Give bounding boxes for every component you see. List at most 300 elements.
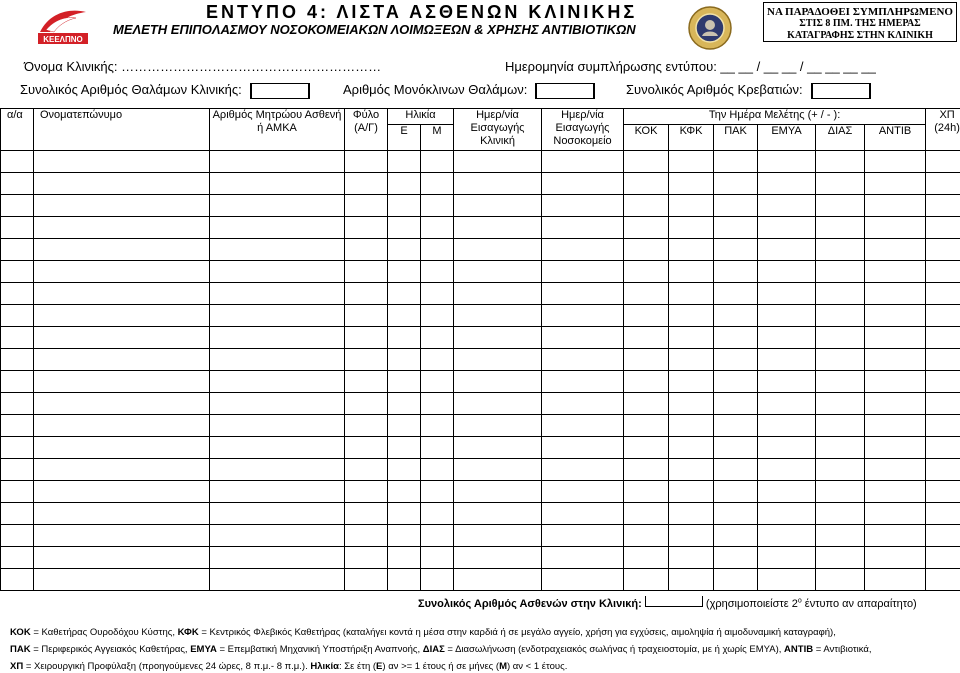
- table-cell[interactable]: [816, 239, 865, 261]
- table-cell[interactable]: [454, 217, 542, 239]
- table-cell[interactable]: [758, 195, 816, 217]
- table-cell[interactable]: [926, 525, 960, 547]
- table-cell[interactable]: [388, 239, 421, 261]
- table-cell[interactable]: [345, 415, 388, 437]
- table-cell[interactable]: [816, 437, 865, 459]
- table-cell[interactable]: [542, 415, 624, 437]
- table-cell[interactable]: [210, 327, 345, 349]
- table-cell[interactable]: [345, 569, 388, 591]
- table-cell[interactable]: [624, 437, 669, 459]
- table-cell[interactable]: [421, 525, 454, 547]
- table-cell[interactable]: [865, 503, 926, 525]
- table-cell[interactable]: [210, 261, 345, 283]
- table-cell[interactable]: [542, 173, 624, 195]
- table-cell[interactable]: [210, 217, 345, 239]
- table-cell[interactable]: [624, 525, 669, 547]
- table-cell[interactable]: [714, 393, 758, 415]
- table-cell[interactable]: [345, 261, 388, 283]
- table-cell[interactable]: [454, 459, 542, 481]
- table-cell[interactable]: [210, 569, 345, 591]
- table-cell[interactable]: [865, 239, 926, 261]
- table-cell[interactable]: [1, 261, 34, 283]
- table-cell[interactable]: [926, 437, 960, 459]
- table-cell[interactable]: [865, 393, 926, 415]
- table-cell[interactable]: [865, 481, 926, 503]
- table-cell[interactable]: [758, 459, 816, 481]
- table-cell[interactable]: [34, 261, 210, 283]
- table-cell[interactable]: [624, 481, 669, 503]
- table-cell[interactable]: [669, 547, 714, 569]
- table-cell[interactable]: [624, 327, 669, 349]
- table-cell[interactable]: [926, 547, 960, 569]
- table-cell[interactable]: [454, 415, 542, 437]
- table-cell[interactable]: [926, 569, 960, 591]
- table-cell[interactable]: [454, 525, 542, 547]
- table-cell[interactable]: [1, 283, 34, 305]
- table-cell[interactable]: [421, 569, 454, 591]
- completion-date-field[interactable]: Ημερομηνία συμπλήρωσης εντύπου: __ __ / __ __ / __ __ __ __: [505, 59, 876, 74]
- table-cell[interactable]: [345, 349, 388, 371]
- table-cell[interactable]: [624, 173, 669, 195]
- table-cell[interactable]: [345, 393, 388, 415]
- table-cell[interactable]: [34, 283, 210, 305]
- table-cell[interactable]: [669, 481, 714, 503]
- table-cell[interactable]: [865, 349, 926, 371]
- table-cell[interactable]: [542, 327, 624, 349]
- table-cell[interactable]: [758, 547, 816, 569]
- table-cell[interactable]: [669, 393, 714, 415]
- table-cell[interactable]: [714, 217, 758, 239]
- table-cell[interactable]: [669, 459, 714, 481]
- table-cell[interactable]: [669, 217, 714, 239]
- table-cell[interactable]: [421, 349, 454, 371]
- table-cell[interactable]: [34, 503, 210, 525]
- table-cell[interactable]: [714, 305, 758, 327]
- table-cell[interactable]: [865, 305, 926, 327]
- table-cell[interactable]: [816, 349, 865, 371]
- table-cell[interactable]: [388, 415, 421, 437]
- table-cell[interactable]: [758, 173, 816, 195]
- table-cell[interactable]: [758, 481, 816, 503]
- table-cell[interactable]: [926, 283, 960, 305]
- table-cell[interactable]: [926, 393, 960, 415]
- table-cell[interactable]: [210, 349, 345, 371]
- table-cell[interactable]: [388, 503, 421, 525]
- table-cell[interactable]: [865, 151, 926, 173]
- table-cell[interactable]: [345, 525, 388, 547]
- table-cell[interactable]: [34, 525, 210, 547]
- table-cell[interactable]: [816, 283, 865, 305]
- table-cell[interactable]: [388, 481, 421, 503]
- table-cell[interactable]: [34, 393, 210, 415]
- table-cell[interactable]: [926, 217, 960, 239]
- table-cell[interactable]: [454, 437, 542, 459]
- table-cell[interactable]: [758, 217, 816, 239]
- table-cell[interactable]: [669, 415, 714, 437]
- table-cell[interactable]: [714, 525, 758, 547]
- table-cell[interactable]: [1, 525, 34, 547]
- table-cell[interactable]: [624, 415, 669, 437]
- table-cell[interactable]: [345, 481, 388, 503]
- table-cell[interactable]: [624, 393, 669, 415]
- table-cell[interactable]: [388, 393, 421, 415]
- table-cell[interactable]: [714, 503, 758, 525]
- table-cell[interactable]: [542, 459, 624, 481]
- table-cell[interactable]: [624, 305, 669, 327]
- table-cell[interactable]: [345, 283, 388, 305]
- table-cell[interactable]: [816, 195, 865, 217]
- table-cell[interactable]: [454, 305, 542, 327]
- table-cell[interactable]: [758, 261, 816, 283]
- table-cell[interactable]: [669, 151, 714, 173]
- table-cell[interactable]: [865, 195, 926, 217]
- table-cell[interactable]: [542, 261, 624, 283]
- table-cell[interactable]: [758, 151, 816, 173]
- table-cell[interactable]: [1, 327, 34, 349]
- table-cell[interactable]: [34, 217, 210, 239]
- table-cell[interactable]: [542, 525, 624, 547]
- table-cell[interactable]: [714, 173, 758, 195]
- table-cell[interactable]: [624, 151, 669, 173]
- table-cell[interactable]: [388, 327, 421, 349]
- table-cell[interactable]: [865, 261, 926, 283]
- table-cell[interactable]: [421, 393, 454, 415]
- table-cell[interactable]: [624, 349, 669, 371]
- table-cell[interactable]: [210, 547, 345, 569]
- table-cell[interactable]: [210, 525, 345, 547]
- table-cell[interactable]: [1, 239, 34, 261]
- single-rooms-box[interactable]: [535, 83, 595, 99]
- table-cell[interactable]: [454, 151, 542, 173]
- table-cell[interactable]: [388, 261, 421, 283]
- table-cell[interactable]: [758, 305, 816, 327]
- table-cell[interactable]: [421, 327, 454, 349]
- table-cell[interactable]: [714, 195, 758, 217]
- table-cell[interactable]: [542, 305, 624, 327]
- table-cell[interactable]: [816, 525, 865, 547]
- table-cell[interactable]: [714, 569, 758, 591]
- table-cell[interactable]: [669, 371, 714, 393]
- table-cell[interactable]: [34, 415, 210, 437]
- table-cell[interactable]: [210, 503, 345, 525]
- table-cell[interactable]: [1, 393, 34, 415]
- table-cell[interactable]: [421, 547, 454, 569]
- table-cell[interactable]: [714, 261, 758, 283]
- table-cell[interactable]: [926, 459, 960, 481]
- table-cell[interactable]: [1, 437, 34, 459]
- table-cell[interactable]: [210, 371, 345, 393]
- table-cell[interactable]: [1, 547, 34, 569]
- table-cell[interactable]: [421, 415, 454, 437]
- table-cell[interactable]: [816, 305, 865, 327]
- table-cell[interactable]: [345, 195, 388, 217]
- table-cell[interactable]: [34, 437, 210, 459]
- table-cell[interactable]: [669, 195, 714, 217]
- table-cell[interactable]: [865, 371, 926, 393]
- table-cell[interactable]: [714, 459, 758, 481]
- table-cell[interactable]: [34, 239, 210, 261]
- table-cell[interactable]: [714, 547, 758, 569]
- table-cell[interactable]: [714, 371, 758, 393]
- total-beds-box[interactable]: [811, 83, 871, 99]
- table-cell[interactable]: [542, 239, 624, 261]
- table-cell[interactable]: [816, 151, 865, 173]
- table-cell[interactable]: [926, 151, 960, 173]
- table-cell[interactable]: [624, 261, 669, 283]
- table-cell[interactable]: [1, 481, 34, 503]
- table-cell[interactable]: [624, 239, 669, 261]
- table-cell[interactable]: [1, 217, 34, 239]
- table-cell[interactable]: [454, 547, 542, 569]
- table-cell[interactable]: [1, 503, 34, 525]
- table-cell[interactable]: [210, 459, 345, 481]
- table-cell[interactable]: [926, 327, 960, 349]
- table-cell[interactable]: [758, 371, 816, 393]
- table-cell[interactable]: [1, 569, 34, 591]
- table-cell[interactable]: [714, 327, 758, 349]
- table-cell[interactable]: [388, 305, 421, 327]
- table-cell[interactable]: [1, 415, 34, 437]
- table-cell[interactable]: [421, 459, 454, 481]
- table-cell[interactable]: [421, 173, 454, 195]
- table-cell[interactable]: [1, 371, 34, 393]
- table-cell[interactable]: [542, 569, 624, 591]
- table-cell[interactable]: [669, 525, 714, 547]
- table-cell[interactable]: [388, 349, 421, 371]
- table-cell[interactable]: [454, 239, 542, 261]
- table-cell[interactable]: [454, 569, 542, 591]
- table-cell[interactable]: [421, 437, 454, 459]
- table-cell[interactable]: [816, 327, 865, 349]
- table-cell[interactable]: [345, 371, 388, 393]
- table-cell[interactable]: [624, 503, 669, 525]
- table-cell[interactable]: [865, 283, 926, 305]
- table-cell[interactable]: [454, 327, 542, 349]
- table-cell[interactable]: [816, 217, 865, 239]
- table-cell[interactable]: [816, 415, 865, 437]
- table-cell[interactable]: [624, 569, 669, 591]
- table-cell[interactable]: [345, 239, 388, 261]
- table-cell[interactable]: [454, 393, 542, 415]
- table-cell[interactable]: [758, 503, 816, 525]
- table-cell[interactable]: [542, 503, 624, 525]
- table-cell[interactable]: [758, 239, 816, 261]
- table-cell[interactable]: [388, 173, 421, 195]
- table-cell[interactable]: [34, 195, 210, 217]
- table-cell[interactable]: [816, 371, 865, 393]
- table-cell[interactable]: [816, 261, 865, 283]
- table-cell[interactable]: [758, 525, 816, 547]
- table-cell[interactable]: [421, 283, 454, 305]
- table-cell[interactable]: [865, 327, 926, 349]
- table-cell[interactable]: [669, 569, 714, 591]
- total-rooms-box[interactable]: [250, 83, 310, 99]
- table-cell[interactable]: [1, 349, 34, 371]
- table-cell[interactable]: [758, 283, 816, 305]
- table-cell[interactable]: [758, 437, 816, 459]
- table-cell[interactable]: [210, 393, 345, 415]
- table-cell[interactable]: [865, 173, 926, 195]
- table-cell[interactable]: [926, 503, 960, 525]
- table-cell[interactable]: [758, 569, 816, 591]
- table-cell[interactable]: [388, 217, 421, 239]
- table-cell[interactable]: [926, 481, 960, 503]
- table-cell[interactable]: [865, 437, 926, 459]
- table-cell[interactable]: [345, 151, 388, 173]
- table-cell[interactable]: [816, 503, 865, 525]
- table-cell[interactable]: [669, 283, 714, 305]
- table-cell[interactable]: [34, 151, 210, 173]
- table-cell[interactable]: [542, 151, 624, 173]
- table-cell[interactable]: [714, 239, 758, 261]
- table-cell[interactable]: [926, 173, 960, 195]
- table-cell[interactable]: [714, 349, 758, 371]
- table-cell[interactable]: [34, 327, 210, 349]
- table-cell[interactable]: [926, 305, 960, 327]
- table-cell[interactable]: [34, 481, 210, 503]
- table-cell[interactable]: [865, 459, 926, 481]
- table-cell[interactable]: [669, 437, 714, 459]
- table-cell[interactable]: [210, 415, 345, 437]
- table-cell[interactable]: [758, 393, 816, 415]
- table-cell[interactable]: [345, 173, 388, 195]
- table-cell[interactable]: [816, 547, 865, 569]
- table-cell[interactable]: [34, 305, 210, 327]
- table-cell[interactable]: [421, 261, 454, 283]
- table-cell[interactable]: [926, 239, 960, 261]
- table-cell[interactable]: [1, 173, 34, 195]
- table-cell[interactable]: [542, 195, 624, 217]
- table-cell[interactable]: [388, 459, 421, 481]
- table-cell[interactable]: [669, 305, 714, 327]
- table-cell[interactable]: [421, 151, 454, 173]
- table-cell[interactable]: [714, 415, 758, 437]
- table-cell[interactable]: [34, 371, 210, 393]
- table-cell[interactable]: [865, 415, 926, 437]
- table-cell[interactable]: [542, 437, 624, 459]
- table-cell[interactable]: [388, 437, 421, 459]
- table-cell[interactable]: [1, 305, 34, 327]
- table-cell[interactable]: [669, 173, 714, 195]
- table-cell[interactable]: [542, 547, 624, 569]
- table-cell[interactable]: [542, 283, 624, 305]
- table-cell[interactable]: [1, 195, 34, 217]
- table-cell[interactable]: [865, 217, 926, 239]
- table-cell[interactable]: [816, 393, 865, 415]
- table-cell[interactable]: [542, 371, 624, 393]
- table-cell[interactable]: [345, 437, 388, 459]
- table-cell[interactable]: [758, 415, 816, 437]
- table-cell[interactable]: [388, 569, 421, 591]
- table-cell[interactable]: [714, 437, 758, 459]
- table-cell[interactable]: [421, 195, 454, 217]
- table-cell[interactable]: [714, 151, 758, 173]
- table-cell[interactable]: [926, 195, 960, 217]
- table-cell[interactable]: [454, 195, 542, 217]
- clinic-name-field[interactable]: Όνομα Κλινικής: ……………………………………………………: [24, 59, 382, 74]
- table-cell[interactable]: [210, 437, 345, 459]
- table-cell[interactable]: [345, 459, 388, 481]
- table-cell[interactable]: [210, 239, 345, 261]
- table-cell[interactable]: [421, 239, 454, 261]
- table-cell[interactable]: [388, 371, 421, 393]
- table-cell[interactable]: [926, 349, 960, 371]
- table-cell[interactable]: [624, 547, 669, 569]
- table-cell[interactable]: [816, 569, 865, 591]
- table-cell[interactable]: [345, 327, 388, 349]
- table-cell[interactable]: [926, 415, 960, 437]
- table-cell[interactable]: [388, 547, 421, 569]
- table-cell[interactable]: [816, 481, 865, 503]
- table-cell[interactable]: [1, 151, 34, 173]
- table-cell[interactable]: [454, 283, 542, 305]
- table-cell[interactable]: [454, 349, 542, 371]
- table-cell[interactable]: [210, 283, 345, 305]
- table-cell[interactable]: [542, 481, 624, 503]
- table-cell[interactable]: [454, 503, 542, 525]
- table-cell[interactable]: [421, 503, 454, 525]
- table-cell[interactable]: [454, 173, 542, 195]
- table-cell[interactable]: [542, 393, 624, 415]
- table-cell[interactable]: [34, 459, 210, 481]
- table-cell[interactable]: [865, 547, 926, 569]
- table-cell[interactable]: [421, 371, 454, 393]
- table-cell[interactable]: [34, 569, 210, 591]
- table-cell[interactable]: [624, 217, 669, 239]
- table-cell[interactable]: [345, 503, 388, 525]
- table-cell[interactable]: [542, 217, 624, 239]
- table-cell[interactable]: [865, 525, 926, 547]
- table-cell[interactable]: [669, 239, 714, 261]
- table-cell[interactable]: [454, 261, 542, 283]
- table-cell[interactable]: [454, 481, 542, 503]
- table-cell[interactable]: [421, 481, 454, 503]
- table-cell[interactable]: [388, 525, 421, 547]
- table-cell[interactable]: [816, 173, 865, 195]
- table-cell[interactable]: [624, 195, 669, 217]
- table-cell[interactable]: [714, 283, 758, 305]
- table-cell[interactable]: [388, 151, 421, 173]
- table-cell[interactable]: [345, 305, 388, 327]
- table-cell[interactable]: [926, 261, 960, 283]
- table-cell[interactable]: [624, 283, 669, 305]
- table-cell[interactable]: [758, 327, 816, 349]
- table-cell[interactable]: [926, 371, 960, 393]
- table-cell[interactable]: [865, 569, 926, 591]
- table-cell[interactable]: [210, 151, 345, 173]
- table-cell[interactable]: [34, 547, 210, 569]
- table-cell[interactable]: [669, 261, 714, 283]
- table-cell[interactable]: [421, 305, 454, 327]
- table-cell[interactable]: [388, 283, 421, 305]
- table-cell[interactable]: [210, 173, 345, 195]
- table-cell[interactable]: [454, 371, 542, 393]
- table-cell[interactable]: [714, 481, 758, 503]
- table-cell[interactable]: [816, 459, 865, 481]
- table-cell[interactable]: [345, 547, 388, 569]
- total-patients-box[interactable]: [645, 596, 703, 607]
- table-cell[interactable]: [34, 173, 210, 195]
- table-cell[interactable]: [421, 217, 454, 239]
- table-cell[interactable]: [624, 459, 669, 481]
- table-cell[interactable]: [34, 349, 210, 371]
- table-cell[interactable]: [1, 459, 34, 481]
- table-cell[interactable]: [669, 327, 714, 349]
- table-cell[interactable]: [210, 481, 345, 503]
- table-cell[interactable]: [669, 349, 714, 371]
- table-cell[interactable]: [345, 217, 388, 239]
- table-cell[interactable]: [388, 195, 421, 217]
